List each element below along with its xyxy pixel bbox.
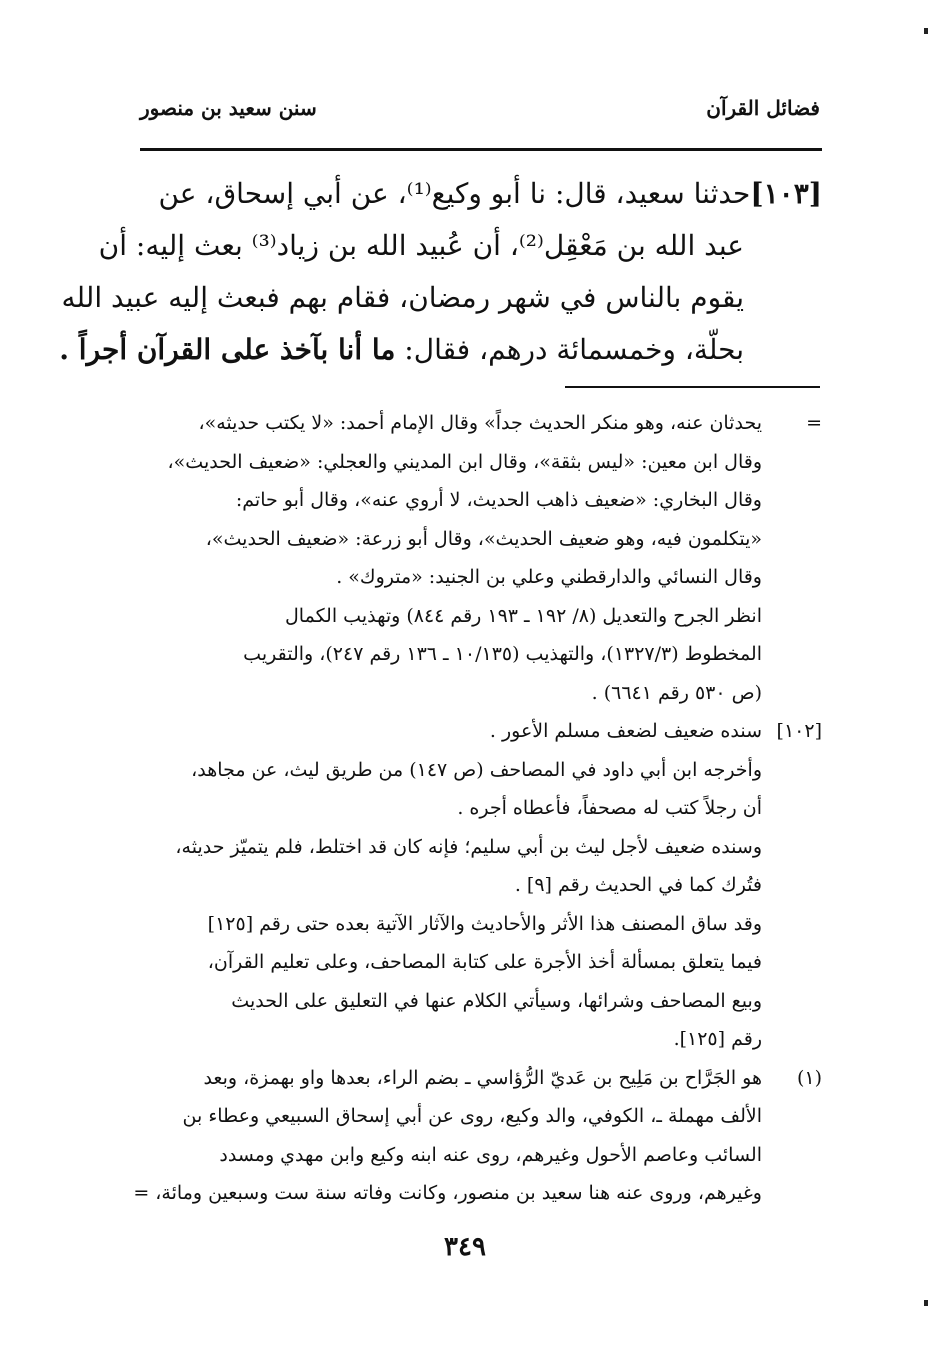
chapter-title: فضائل القرآن [706, 96, 820, 120]
note-line: وغيرهم، وروى عنه هنا سعيد بن منصور، وكانت وفاته سنة ست وسبعين ومائة، = [133, 1182, 762, 1204]
hadith-line: بحلّة، وخمسمائة درهم، فقال: ما أنا بآخذ على القرآن أجراً . [59, 333, 744, 366]
note-line: هو الجَرَّاح بن مَلِيح بن عَديّ الرُّؤاسي ـ بضم الراء، بعدها واو بهمزة، وبعد [203, 1066, 762, 1089]
note-line: وسنده ضعيف لأجل ليث بن أبي سليم؛ فإنه كان قد اختلط، فلم يتميّز حديثه، [175, 835, 762, 858]
note-line: فيما يتعلق بمسألة أخذ الأجرة على كتابة المصاحف، وعلى تعليم القرآن، [207, 951, 762, 973]
note-line: وقال ابن معين: «ليس بثقة»، وقال ابن المديني والعجلي: «ضعيف الحديث»، [167, 450, 762, 473]
note-line: رقم [١٢٥]. [673, 1028, 762, 1050]
footnote-number: (١) [796, 1066, 822, 1089]
scan-mark [924, 28, 928, 34]
note-line: وبيع المصاحف وشرائها، وسيأتي الكلام عنها في التعليق على الحديث [231, 989, 762, 1012]
note-line: وأخرجه ابن أبي داود في المصاحف (ص ١٤٧) من طريق ليث، عن مجاهد، [191, 758, 762, 781]
note-line: يحدثان عنه، وهو منكر الحديث جداً» وقال الإمام أحمد: «لا يكتب حديثه»، [198, 412, 762, 434]
note-line: فتُرك كما في الحديث رقم [٩] . [514, 874, 762, 896]
note-number: [١٠٢] [776, 720, 822, 742]
scan-mark [924, 1300, 928, 1306]
hadith-line: [١٠٣]حدثنا سعيد، قال: نا أبو وكيع⁽¹⁾، عن أبي إسحاق، عن [158, 177, 822, 210]
hadith-number: [١٠٣] [750, 177, 822, 210]
book-title: سنن سعيد بن منصور [140, 96, 317, 120]
hadith-103 [59, 168, 822, 376]
note-line: المخطوط (١٣٢٧/٣)، والتهذيب (١٠/١٣٥ ـ ١٣٦ رقم ٢٤٧)، والتقريب [243, 643, 762, 665]
note-line: (ص ٥٣٠ رقم ٦٦٤١) . [591, 681, 762, 704]
footnote-separator [565, 386, 820, 388]
header-rule [140, 148, 822, 151]
running-header [140, 96, 820, 136]
note-line: السائب وعاصم الأحول وغيرهم، روى عنه ابنه وكيع وابن مهدي ومسدد [219, 1143, 762, 1166]
footnote-1 [118, 1059, 822, 1213]
footnotes [118, 404, 822, 1213]
note-line: «يتكلمون فيه، وهو ضعيف الحديث»، وقال أبو زرعة: «ضعيف الحديث»، [205, 527, 762, 550]
page-number: ٣٤٩ [444, 1232, 486, 1262]
continuation-marker: = [806, 412, 822, 434]
note-line: انظر الجرح والتعديل (٨/ ١٩٢ ـ ١٩٣ رقم ٨٤٤) وتهذيب الكمال [284, 604, 762, 627]
note-line: وقال البخاري: «ضعيف ذاهب الحديث، لا أروي عنه»، وقال أبو حاتم: [235, 489, 762, 511]
emphasized-text: ما أنا بآخذ على القرآن أجراً . [59, 333, 396, 366]
note-line: سنده ضعيف لضعف مسلم الأعور . [489, 720, 762, 742]
note-line: أن رجلاً كتب له مصحفاً، فأعطاه أجره . [457, 797, 762, 819]
note-line: الألف مهملة ـ، الكوفي، والد وكيع، روى عن أبي إسحاق السبيعي وعطاء بن [182, 1105, 762, 1127]
hadith-line: يقوم بالناس في شهر رمضان، فقام بهم فبعث إليه عبيد الله [61, 281, 744, 314]
hadith-line: عبد الله بن مَعْقِل⁽²⁾، أن عُبيد الله بن زياد⁽³⁾ بعث إليه: أن [98, 229, 744, 262]
note-line: وقد ساق المصنف هذا الأثر والأحاديث والآثار الآتية بعده حتى رقم [١٢٥] [207, 912, 762, 935]
continuation-note [118, 404, 822, 712]
note-102 [118, 712, 822, 1059]
note-line: وقال النسائي والدارقطني وعلي بن الجنيد: «متروك» . [336, 566, 762, 588]
